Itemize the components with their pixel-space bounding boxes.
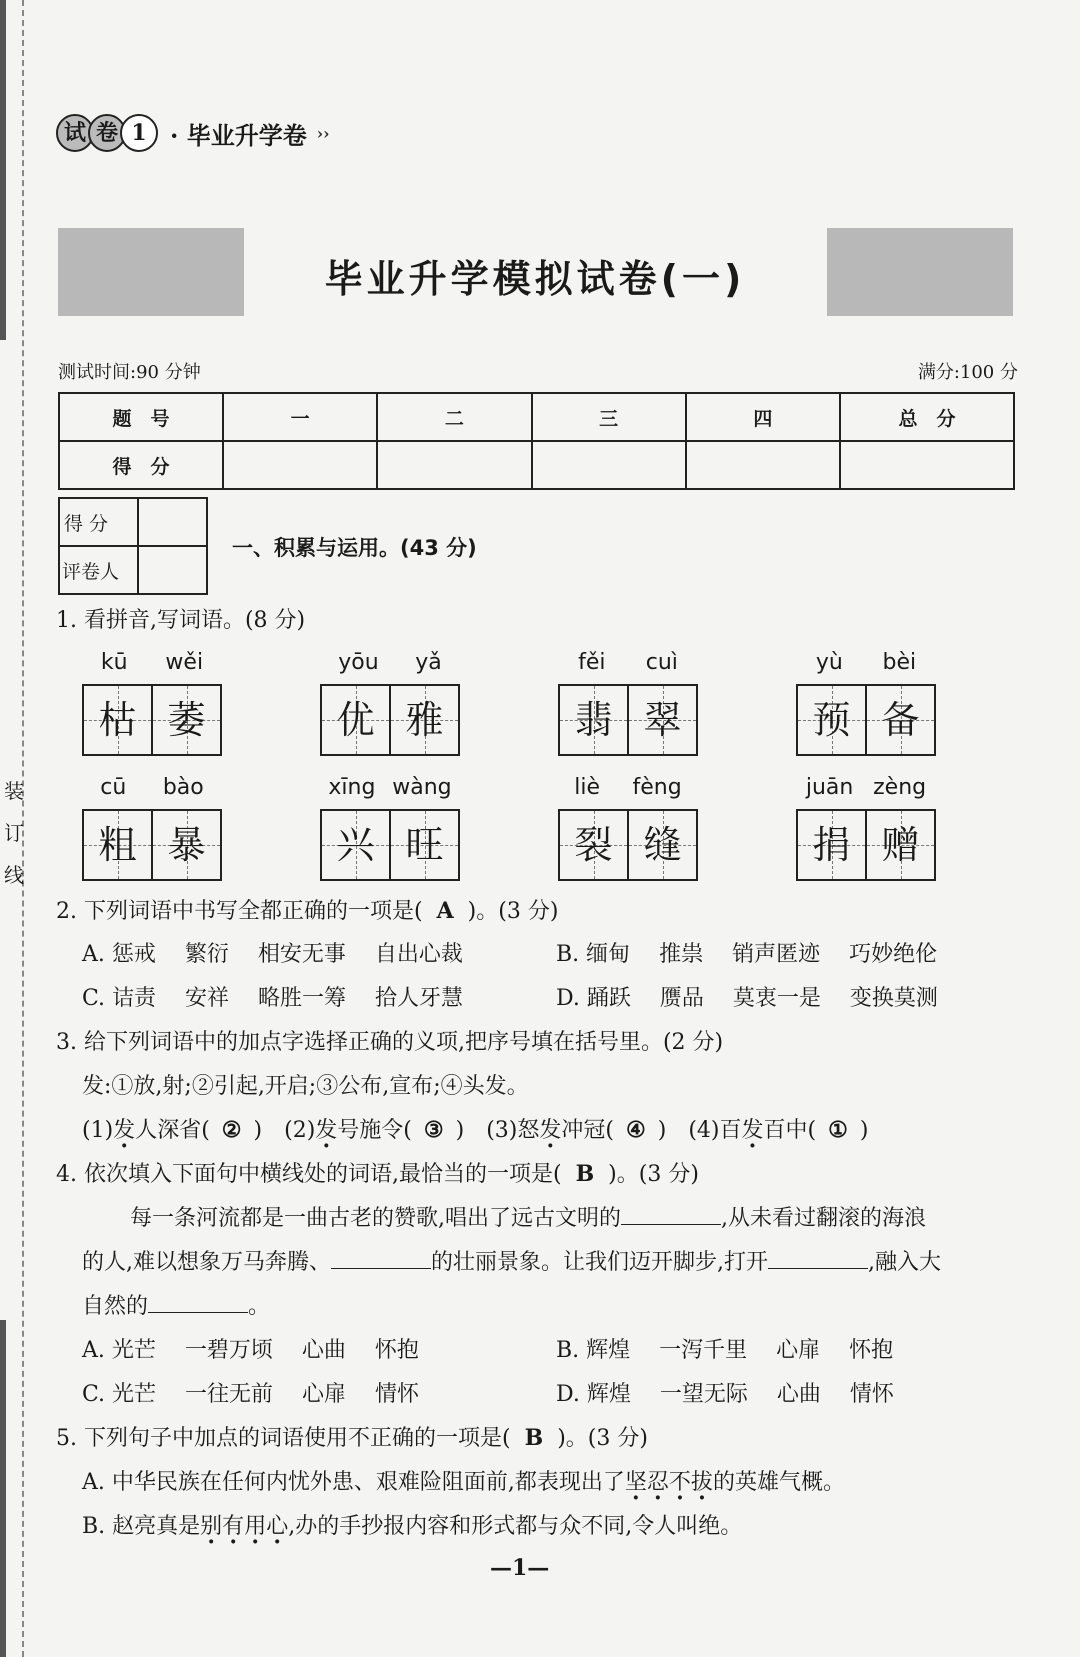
header-circle-3: 1 <box>120 114 158 152</box>
pinyin-word <box>796 650 936 756</box>
q4-option-c: C. 光芒 一往无前 心扉 情怀 <box>82 1382 420 1407</box>
q2-option-c: C. 诘责 安祥 略胜一筹 拾人牙慧 <box>82 986 464 1011</box>
q5-text: B. 赵亮真是 <box>82 1514 201 1539</box>
q5-answer: B <box>524 1425 544 1451</box>
pinyin-row <box>796 775 936 805</box>
q2-option-d: D. 踊跃 赝品 莫衷一是 变换莫测 <box>556 986 938 1011</box>
pinyin-row <box>82 650 222 680</box>
score-cell[interactable] <box>532 441 686 489</box>
q4-text: 的壮丽景象。让我们迈开脚步,打开 <box>431 1250 768 1275</box>
q4-stem-a: 4. 依次填入下面句中横线处的词语,最恰当的一项是( <box>56 1162 562 1187</box>
answer-char: 雅 <box>405 698 444 742</box>
answer-char-cell[interactable] <box>151 811 220 879</box>
answer-char: 旺 <box>405 823 444 867</box>
score-cell[interactable] <box>138 498 207 546</box>
pinyin-row <box>558 650 698 680</box>
q3-item-pre: (4)百 <box>688 1118 742 1143</box>
tianzige-box[interactable] <box>320 684 460 756</box>
q2-stem-a: 2. 下列词语中书写全都正确的一项是( <box>56 899 423 924</box>
q5-dotted-word: 坚忍不拔 <box>624 1470 713 1495</box>
answer-char: 兴 <box>336 823 375 867</box>
q3-item <box>284 1113 464 1144</box>
page-number: —1— <box>490 1555 550 1581</box>
q5-dotted-word: 别有用心 <box>200 1514 289 1539</box>
answer-char-cell[interactable] <box>84 811 151 879</box>
q3-item-mid: 百中( <box>763 1118 817 1143</box>
full-score: 满分:100 分 <box>917 362 1018 383</box>
q3-item-mid: 号施令( <box>337 1118 412 1143</box>
tianzige-box[interactable] <box>82 684 222 756</box>
pinyin-syllable: bèi <box>882 650 917 675</box>
pinyin-syllable: yǎ <box>415 650 442 675</box>
pinyin-syllable: juān <box>805 775 854 800</box>
q2-option-a: A. 惩戒 繁衍 相安无事 自出心裁 <box>82 942 463 967</box>
pinyin-syllable: cuì <box>645 650 678 675</box>
answer-char: 捐 <box>812 823 851 867</box>
score-cell[interactable] <box>223 441 377 489</box>
tianzige-box[interactable] <box>796 684 936 756</box>
q3-item-answer: ① <box>828 1117 848 1143</box>
answer-char-cell[interactable] <box>389 811 458 879</box>
q3-definitions: 发:①放,射;②引起,开启;③公布,宣布;④头发。 <box>82 1074 529 1099</box>
q5-text: 的英雄气概。 <box>712 1470 845 1495</box>
section-score-table <box>58 497 208 595</box>
question-2-stem <box>56 894 558 925</box>
score-cell[interactable] <box>840 441 1014 489</box>
q3-item-pre: (1) <box>82 1118 114 1143</box>
answer-char-cell[interactable] <box>798 686 865 754</box>
pinyin-syllable: liè <box>574 775 601 800</box>
q4-passage-line-2 <box>82 1245 941 1276</box>
q4-option-b: B. 辉煌 一泻千里 心扉 怀抱 <box>556 1338 894 1363</box>
pinyin-syllable: fěi <box>578 650 606 675</box>
q4-text: 。 <box>248 1294 271 1319</box>
binding-bar-top <box>0 0 6 340</box>
q3-item-answer: ② <box>221 1117 242 1143</box>
q4-text: ,融入大 <box>868 1250 941 1275</box>
answer-char-cell[interactable] <box>627 686 696 754</box>
q2-option-b: B. 缅甸 推祟 销声匿迹 巧妙绝伦 <box>556 942 938 967</box>
pinyin-syllable: yōu <box>338 650 379 675</box>
q5-option-a <box>82 1465 845 1496</box>
q3-item-dotted: 发 <box>315 1118 338 1143</box>
pinyin-word <box>320 650 460 756</box>
pinyin-word <box>558 775 698 881</box>
row-label: 得 分 <box>59 441 223 489</box>
q4-text: 的人,难以想象万马奔腾、 <box>82 1250 331 1275</box>
pinyin-syllable: wěi <box>165 650 204 675</box>
tianzige-box[interactable] <box>82 809 222 881</box>
paper-header <box>56 114 330 152</box>
answer-char-cell[interactable] <box>560 811 627 879</box>
q5-option-b <box>82 1509 742 1540</box>
fill-blank[interactable] <box>621 1204 721 1225</box>
q3-item-post: ) <box>859 1118 869 1143</box>
q3-item-mid: 冲冠( <box>561 1118 614 1143</box>
q3-item-post: ) <box>253 1118 263 1143</box>
q3-items <box>82 1113 868 1144</box>
answer-char: 枯 <box>98 698 137 742</box>
q3-item-dotted: 发 <box>741 1118 764 1143</box>
pinyin-word <box>796 775 936 881</box>
q4-passage-line-1 <box>82 1201 926 1232</box>
header-cell: 一 <box>223 393 377 441</box>
q3-item-answer: ④ <box>626 1117 646 1143</box>
answer-char: 备 <box>881 698 920 742</box>
series-label: · 毕业升学卷 <box>170 120 307 150</box>
pinyin-word <box>82 650 222 756</box>
q3-item-mid: 人深省( <box>135 1118 210 1143</box>
answer-char-cell[interactable] <box>865 686 934 754</box>
pinyin-word <box>82 775 222 881</box>
title-deco-left <box>58 228 244 316</box>
q3-item-post: ) <box>455 1118 465 1143</box>
q3-item-pre: (2) <box>284 1118 316 1143</box>
pinyin-row <box>558 775 698 805</box>
question-3-stem: 3. 给下列词语中的加点字选择正确的义项,把序号填在括号里。(2 分) <box>56 1030 724 1055</box>
arrows-icon: ›› <box>316 123 330 143</box>
pinyin-syllable: bào <box>162 775 204 800</box>
pinyin-syllable: xīng <box>328 775 376 800</box>
binding-label: 装 订 线 <box>4 779 24 887</box>
tianzige-box[interactable] <box>558 809 698 881</box>
q4-passage-line-3 <box>82 1289 270 1320</box>
pinyin-syllable: wàng <box>392 775 452 800</box>
answer-char-cell[interactable] <box>322 686 389 754</box>
score-label: 得 分 <box>59 498 138 546</box>
q5-stem-b: )。(3 分) <box>557 1426 648 1451</box>
fill-blank[interactable] <box>768 1248 868 1269</box>
q3-item-dotted: 发 <box>113 1118 136 1143</box>
fill-blank[interactable] <box>148 1292 248 1313</box>
header-cell: 三 <box>532 393 686 441</box>
answer-char: 预 <box>812 698 851 742</box>
answer-char-cell[interactable] <box>151 686 220 754</box>
q5-stem-a: 5. 下列句子中加点的词语使用不正确的一项是( <box>56 1426 511 1451</box>
answer-char: 粗 <box>98 823 137 867</box>
q3-item <box>486 1113 666 1144</box>
q4-answer: B <box>575 1161 595 1187</box>
q3-item-post: ) <box>657 1118 667 1143</box>
grader-cell[interactable] <box>138 546 207 594</box>
q4-stem-b: )。(3 分) <box>608 1162 699 1187</box>
answer-char: 缝 <box>643 823 682 867</box>
tianzige-box[interactable] <box>796 809 936 881</box>
pinyin-row <box>320 775 460 805</box>
pinyin-syllable: kū <box>100 650 128 675</box>
q4-option-a: A. 光芒 一碧万顷 心曲 怀抱 <box>82 1338 419 1363</box>
score-table <box>58 392 1015 490</box>
header-cell: 二 <box>377 393 531 441</box>
test-time: 测试时间:90 分钟 <box>58 362 201 383</box>
pinyin-row <box>82 775 222 805</box>
q4-text: ,从未看过翻滚的海浪 <box>721 1206 926 1231</box>
answer-char: 赠 <box>881 823 920 867</box>
header-cell: 总 分 <box>840 393 1014 441</box>
q3-item-pre: (3)怒 <box>486 1118 540 1143</box>
answer-char-cell[interactable] <box>865 811 934 879</box>
pinyin-syllable: zèng <box>873 775 927 800</box>
answer-char: 翡 <box>574 698 613 742</box>
pinyin-syllable: yù <box>815 650 843 675</box>
q2-stem-b: )。(3 分) <box>467 899 559 924</box>
answer-char-cell[interactable] <box>322 811 389 879</box>
q3-item-dotted: 发 <box>539 1118 562 1143</box>
answer-char: 裂 <box>574 823 613 867</box>
answer-char-cell[interactable] <box>627 811 696 879</box>
pinyin-row <box>796 650 936 680</box>
q5-text: ,办的手抄报内容和形式都与众不同,令人叫绝。 <box>288 1514 743 1539</box>
page-title: 毕业升学模拟试卷(一) <box>324 257 746 301</box>
answer-char-cell[interactable] <box>84 686 151 754</box>
question-5-stem <box>56 1421 648 1452</box>
q3-item <box>82 1113 262 1144</box>
tianzige-box[interactable] <box>558 684 698 756</box>
q3-item-answer: ③ <box>423 1117 444 1143</box>
header-cell: 题 号 <box>59 393 223 441</box>
answer-char-cell[interactable] <box>560 686 627 754</box>
answer-char: 翠 <box>643 698 682 742</box>
header-cell: 四 <box>686 393 840 441</box>
pinyin-syllable: fèng <box>632 775 682 800</box>
score-cell[interactable] <box>377 441 531 489</box>
header-circle-2: 卷 <box>88 114 126 152</box>
pinyin-syllable: cū <box>100 775 127 800</box>
pinyin-row <box>320 650 460 680</box>
score-cell[interactable] <box>686 441 840 489</box>
tianzige-box[interactable] <box>320 809 460 881</box>
answer-char-cell[interactable] <box>798 811 865 879</box>
question-4-stem <box>56 1157 699 1188</box>
q4-text: 自然的 <box>82 1294 149 1319</box>
q4-option-d: D. 辉煌 一望无际 心曲 情怀 <box>556 1382 894 1407</box>
header-circle-1: 试 <box>56 114 94 152</box>
q3-item <box>688 1113 868 1144</box>
q5-text: A. 中华民族在任何内忧外患、艰难险阻面前,都表现出了 <box>82 1470 625 1495</box>
pinyin-word <box>320 775 460 881</box>
title-deco-right <box>827 228 1013 316</box>
question-1-stem: 1. 看拼音,写词语。(8 分) <box>56 608 306 633</box>
answer-char: 萎 <box>167 698 206 742</box>
pinyin-word <box>558 650 698 756</box>
q2-answer: A <box>436 898 454 924</box>
answer-char: 暴 <box>167 823 206 867</box>
answer-char: 优 <box>336 698 375 742</box>
answer-char-cell[interactable] <box>389 686 458 754</box>
fill-blank[interactable] <box>331 1248 431 1269</box>
q4-text: 每一条河流都是一曲古老的赞歌,唱出了远古文明的 <box>130 1206 621 1231</box>
grader-label: 评卷人 <box>59 546 138 594</box>
binding-bar-bottom <box>0 1320 6 1657</box>
section-heading: 一、积累与运用。(43 分) <box>232 536 477 560</box>
